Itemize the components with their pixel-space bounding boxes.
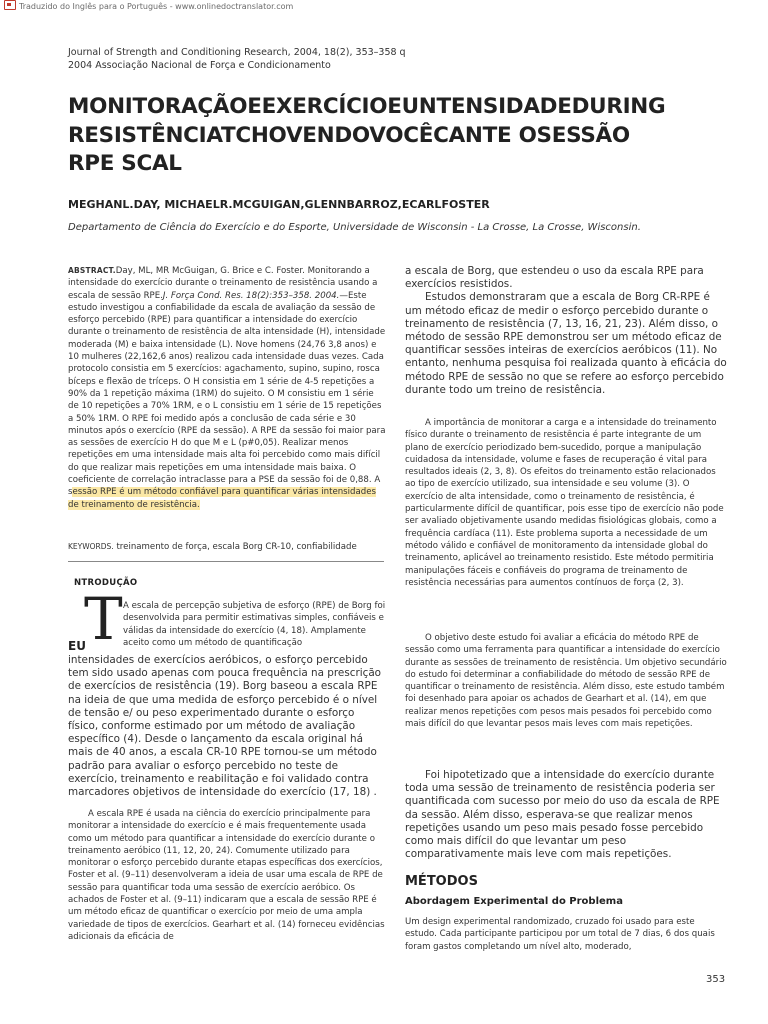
abstract-text-after: —Este estudo investigou a confiabilidade da escala de avaliação da sessão de esforço percebido (RPE) para quantificar a intensidade do exercício durante o treinamento de resistência de alta intensidade (H), intensidade moderada (M) e baixa intensidade (L). Nove homens (24,76 3,8 anos) e 10 mulheres (22,162,6 anos) realizou cada intensidade duas vezes. Cada protocolo consistia em 5 exercícios: agachamento, supino, supino, rosca bíceps e flexão de tríceps. O H consistia em 1 série de 4-5 repetições a 90% da 1 repetição máxima (1RM) do sujeito. O M consistiu em 1 série de 10 repetições a 70% 1RM, e o L consistiu em 1 série de 15 repetições a 50% 1RM. O RPE foi medido após a conclusão de cada série e 30 minutos após o exercício (RPE da sessão). A RPE da sessão foi maior para as sessões de exercício H do que M e L (p#0,05). Realizar menos repetições em uma intensidade mais alta foi percebido como mais difícil do que realizar mais repetições em uma intensidade mais baixa. O coeficiente de correlação intraclasse para a PSE da sessão foi de 0,88. A s — [68, 290, 386, 498]
keywords — [68, 541, 386, 553]
abstract-citation: J. Força Cond. Res. 18(2):353–358. 2004. — [162, 290, 340, 301]
methods-paragraph-1: Um design experimental randomizado, cruzado foi usado para este estudo. Cada participante participou por um total de 7 dias, 6 dos quais foram gastos completando um nível alto, moderado, — [405, 917, 715, 952]
journal-line-1: Journal of Strength and Conditioning Research, 2004, 18(2), 353–358 q — [68, 47, 406, 58]
right-paragraph-2 — [405, 291, 727, 397]
translator-icon — [4, 0, 16, 10]
intro-eu: EU — [68, 639, 86, 653]
abstract-highlight: essão RPE é um método confiável para quantificar várias intensidades de treinamento de resistência. — [68, 487, 376, 510]
right-paragraph-5 — [405, 769, 727, 861]
right-paragraph-4 — [405, 632, 727, 730]
intro-paragraph-1-rest: intensidades de exercícios aeróbicos, o esforço percebido tem sido usado apenas com pouca frequência na prescrição de exercícios de resistência (19). Borg baseou a escala RPE na ideia de que uma medida de esforço percebido é o nível de tensão e/ ou peso experimentado durante o esforço físico, conforme estimado por um método de avaliação específico (4). Desde o lançamento da escala original há mais de 40 anos, a escala CR-10 RPE tornou-se um método padrão para avaliar o esforço percebido no teste de exercício, treinamento e reabilitação e foi validado contra marcadores objetivos de intensidade do exercício (17, 18) . — [68, 654, 382, 799]
title-line-1: MONITORAÇÃOEEXERCÍCIOEUNTENSIDADEDURING — [68, 94, 666, 119]
right-paragraph-4-text: O objetivo deste estudo foi avaliar a eficácia do método RPE de sessão como uma ferramenta para quantificar a intensidade do exercício durante as sessões de treinamento de resistência. Um objetivo secundário do estudo foi determinar a confiabilidade do método de sessão RPE de quantificar o treinamento de resistência. Além disso, este estudo também foi desenhado para apoiar os achados de Gearhart et al. (14), em que realizar menos repetições com pesos mais pesados foi percebido como mais difícil do que levantar pesos mais leves com mais repetições. — [405, 633, 727, 730]
right-paragraph-5-text: Foi hipotetizado que a intensidade do exercício durante toda uma sessão de treinamento de resistência poderia ser quantificada com sucesso por meio do uso da escala de RPE da sessão. Além disso, esperava-se que realizar menos repetições usando um peso mais pesado fosse percebido como mais difícil do que levantar um peso comparativamente mais leve com mais repetições. — [405, 769, 720, 861]
methods-subheading: Abordagem Experimental do Problema — [405, 896, 623, 907]
intro-paragraph-2 — [68, 808, 386, 943]
methods-heading: MÉTODOS — [405, 874, 478, 889]
translator-banner[interactable] — [4, 0, 293, 12]
abstract-label: ABSTRACT. — [68, 266, 116, 275]
abstract-text-before: Day, ML, MR McGuigan, G. Brice e C. Foster. Monitorando a intensidade do exercício durante o treinamento de resistência usando a escala de sessão RPE. — [68, 266, 378, 301]
page-number: 353 — [706, 974, 726, 985]
right-paragraph-3-text: A importância de monitorar a carga e a intensidade do treinamento físico durante o treinamento de resistência é parte integrante de um plano de exercício periodizado bem-sucedido, porque a manipulação cuidadosa da intensidade, volume e fases de recuperação é vital para resultados ideais (2, 3, 8). Os efeitos do treinamento estão relacionados ao tipo de exercício utilizado, sua intensidade e seu volume (3). O exercício de alta intensidade, como o treinamento de resistência, é particularmente difícil de quantificar, pois esse tipo de exercício não pode ser avaliado objetivamente usando medidas fisiológicas globais, como a frequência cardíaca (11). Este problema suporta a necessidade de um método válido e confiável de monitoramento da intensidade global do treinamento, aplicável ao treinamento resistido. Este método permitiria manipulações fáceis e confiáveis do programa de treinamento de resistência necessárias para aumentos contínuos de força (2, 3). — [405, 418, 724, 588]
keywords-text: treinamento de força, escala Borg CR-10, confiabilidade — [116, 542, 357, 552]
title-line-3: RPE SCAL — [68, 151, 182, 176]
journal-line-2: 2004 Associação Nacional de Força e Condicionamento — [68, 60, 331, 71]
intro-paragraph-1-start: A escala de percepção subjetiva de esforço (RPE) de Borg foi desenvolvida para permitir estimativas simples, confiáveis e válidas da intensidade do exercício (4, 18). Amplamente aceito como um método de quantificação — [123, 601, 386, 648]
paper-title — [68, 93, 708, 179]
title-line-2: RESISTÊNCIATCHOVENDOVOCÊCANTE OSESSÃO — [68, 122, 630, 148]
right-paragraph-1: a escala de Borg, que estendeu o uso da escala RPE para exercícios resistidos. — [405, 265, 704, 291]
banner-text: Traduzido do Inglês para o Português - www.onlinedoctranslator.com — [19, 2, 294, 11]
affiliation: Departamento de Ciência do Exercício e do Esporte, Universidade de Wisconsin - La Crosse, La Crosse, Wisconsin. — [68, 222, 641, 233]
intro-heading: NTRODUÇÃO — [74, 578, 138, 588]
drop-cap: T — [84, 585, 123, 653]
journal-citation — [68, 46, 406, 72]
intro-paragraph-2-text: A escala RPE é usada na ciência do exercício principalmente para monitorar a intensidade do exercício e é mais frequentemente usada como um método para quantificar a intensidade do exercício durante o treinamento aeróbico (11, 12, 20, 24). Comumente utilizado para monitorar o esforço percebido durante etapas específicas dos exercícios, Foster et al. (9–11) desenvolveram a ideia de usar uma escala de RPE de sessão para quantificar toda uma sessão de exercício aeróbico. Os achados de Foster et al. (9–11) indicaram que a escala de sessão RPE é um método eficaz de quantificar o exercício por meio de uma ampla variedade de tipos de exercícios. Gearhart et al. (14) forneceu evidências adicionais da eficácia de — [68, 809, 385, 942]
right-block-1 — [405, 265, 727, 397]
right-paragraph-2-text: Estudos demonstraram que a escala de Borg CR-RPE é um método eficaz de medir o esforço percebido durante o treinamento de resistência (7, 13, 16, 21, 23). Além disso, o método de sessão RPE demonstrou ser um método eficaz de quantificar sessões inteiras de exercícios aeróbicos (11). No entanto, nenhuma pesquisa foi realizada quanto à eficácia do método RPE de sessão no que se refere ao esforço percebido durante todo um treino de resistência. — [405, 291, 727, 396]
authors: MEGHANL.DAY, MICHAELR.MCGUIGAN,GLENNBARROZ,ECARLFOSTER — [68, 198, 490, 211]
keywords-label: KEYWORDS. — [68, 542, 114, 551]
abstract — [68, 265, 386, 511]
right-paragraph-3 — [405, 417, 727, 589]
section-divider — [68, 561, 384, 562]
